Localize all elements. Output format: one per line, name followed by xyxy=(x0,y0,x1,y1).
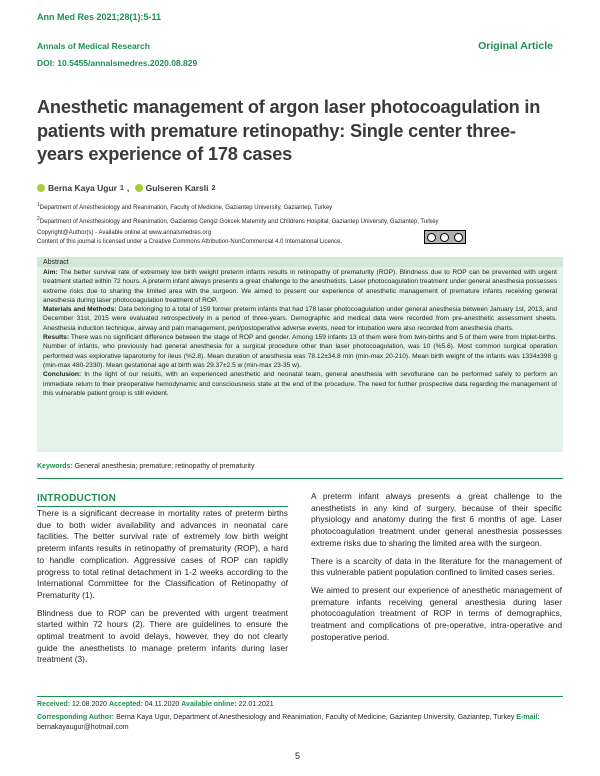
abstract-methods: Materials and Methods: Data belonging to a total of 159 former preterm infants that had 178 laser photocoagulation under general anesthesia between January 1st, 2013, and December 31st, 2015 were evaluated retrospectively in a period of three-years. Demographic and medical data were recorded from pre-anesthetic assessment sheets. Anesthesia induction technique, airway and pain management, peri/postoperative adverse events, need for intubation were also recorded from anesthesia charts. xyxy=(43,306,558,332)
article-type: Original Article xyxy=(478,40,553,52)
divider xyxy=(37,506,288,507)
orcid-icon[interactable] xyxy=(37,184,45,192)
body-column-right xyxy=(311,491,562,649)
article-title: Anesthetic management of argon laser photocoagulation in patients with premature retinopathy: Single center three-years experience of 178 cases xyxy=(37,97,541,164)
author-sup: 1 xyxy=(119,184,124,192)
article-dates: Received: 12.08.2020 Accepted: 04.11.2020 Available online: 22.01.2021 xyxy=(37,701,274,708)
author-name: Berna Kaya Ugur xyxy=(48,183,117,193)
divider xyxy=(37,478,563,479)
orcid-icon[interactable] xyxy=(135,184,143,192)
page-number: 5 xyxy=(295,751,301,761)
author-list: Berna Kaya Ugur 1 , Gulseren Karsli 2 xyxy=(37,183,215,193)
paragraph: Blindness due to ROP can be prevented with urgent treatment started within 72 hours (2). There are guidelines to ensure the optimal treatment to avoid delays, however, they do not clearly guide the anesthetists to manage preterm infants during laser treatment (3). xyxy=(37,607,288,665)
email-link[interactable]: bernakayaugur@hotmail.com xyxy=(37,724,129,731)
paragraph: A preterm infant always presents a great challenge to the anesthetists in any kind of surgery, because of their specific physiology and anatomy during the first 6 months of age. Laser photocoagulation treatment under general anesthesia possesses extreme risks due to sharing the limited area with the surgeon. xyxy=(311,491,562,548)
abstract-conclusion: Conclusion: In the light of our results, with an experienced anesthetic and neonatal team, general anesthesia with sevoflurane can be performed safely to perform an immediate return to their preoperative hemodynamic and consciousness state at the end of the procedure. The need for further prospective data regarding the management of this vulnerable patient group is still evident. xyxy=(43,371,557,397)
cc-by-nc-icon[interactable] xyxy=(424,230,466,244)
license-text: Copyright@Author(s) - Available online at www.annalsmedres.org Content of this journal is licensed under a Creative Commons Attribution-NonCommercial 4.0 International Licence. xyxy=(37,230,343,245)
section-heading-introduction: INTRODUCTION xyxy=(37,493,117,504)
journal-name: Annals of Medical Research xyxy=(37,41,150,51)
nc-icon xyxy=(454,233,463,242)
cc-icon xyxy=(427,233,436,242)
abstract-text xyxy=(43,268,557,398)
divider xyxy=(37,696,563,697)
abstract-results: Results: There was no significant difference between the stage of ROP and gender. Among 159 infants 13 of them were from twin-births and 5 of them were from triplet-births. Number of infants, who previously had general anesthesia for a surgical procedure other than laser photocoagulation, was 10 (%5.6). Most common surgical operation performed was explorative laparotomy for ileus (%2.8). Mean duration of anesthesia was 78.12±34.8 min (min-max 20-210). Mean birth weight of the infants was 1334±398 g (min-max 480-2330). Mean gestational age at birth was 29.37±2.5 w (min-max 23-35 w). xyxy=(43,334,557,369)
doi-link[interactable]: DOI: 10.5455/annalsmedres.2020.08.829 xyxy=(37,58,198,68)
paragraph: We aimed to present our experience of anesthetic management of premature infants receiving general anesthesia during laser photocoagulation treatment of ROP in terms of demographics, treatment and complications of pre-operative, intra-operative and postoperative period. xyxy=(311,584,562,642)
paragraph: There is a scarcity of data in the literature for the management of this vulnerable patient population confined to limited cases series. xyxy=(311,555,562,578)
running-head: Ann Med Res 2021;28(1):5-11 xyxy=(37,12,162,22)
paragraph: There is a significant decrease in mortality rates of preterm births due to both wider availability and advances in neonatal care facilities. The better survival rate of extremely low birth weight preterm infants results in retinopathy of prematurity (ROP), a hard to handle complication. Aggressive cases of ROP can rapidly progress to total retinal detachment in 1-2 weeks according to the International Committee for the Classification of Retinopathy of Prematurity (1). xyxy=(37,508,288,600)
keywords: Keywords: General anesthesia; premature; retinopathy of prematurity xyxy=(37,463,255,470)
by-icon xyxy=(440,233,449,242)
author-name: Gulseren Karsli xyxy=(145,183,209,193)
abstract-heading: Abstract xyxy=(43,259,69,266)
affiliation: $^2$Department of Anesthesiology and Reanimation, Gaziantep Cengiz Gokcek Maternity and Childrens Hospital, Gaziantep University, Gaziantep, Turkey xyxy=(37,216,439,225)
abstract-aim: Aim: The better survival rate of extremely low birth weight preterm infants results in retinopathy of prematurity (ROP). Blindness due to ROP can be prevented with urgent treatment started within 72 hours. A preterm infant always presents a great challenge to the anesthetists. Laser photocoagulation treatment under general anesthesia possesses extreme risks due to sharing the limited area with the surgeon. We aimed to present our experience of anesthetic management of premature infants receiving general anesthesia during laser photocoagulation treatment of ROP. xyxy=(43,269,557,304)
corresponding-author: Corresponding Author: Berna Kaya Ugur, Department of Anesthesiology and Reanimation, Faculty of Medicine, Gaziantep University, Gaziantep, Turkey E-mail: bernakayaugur@hotmail.com xyxy=(37,714,540,731)
affiliations xyxy=(37,200,563,228)
body-column-left xyxy=(37,508,288,672)
author-sup: 2 xyxy=(211,184,216,192)
affiliation: $^1$Department of Anesthesiology and Reanimation, Faculty of Medicine, Gaziantep University, Gaziantep, Turkey xyxy=(37,202,333,211)
